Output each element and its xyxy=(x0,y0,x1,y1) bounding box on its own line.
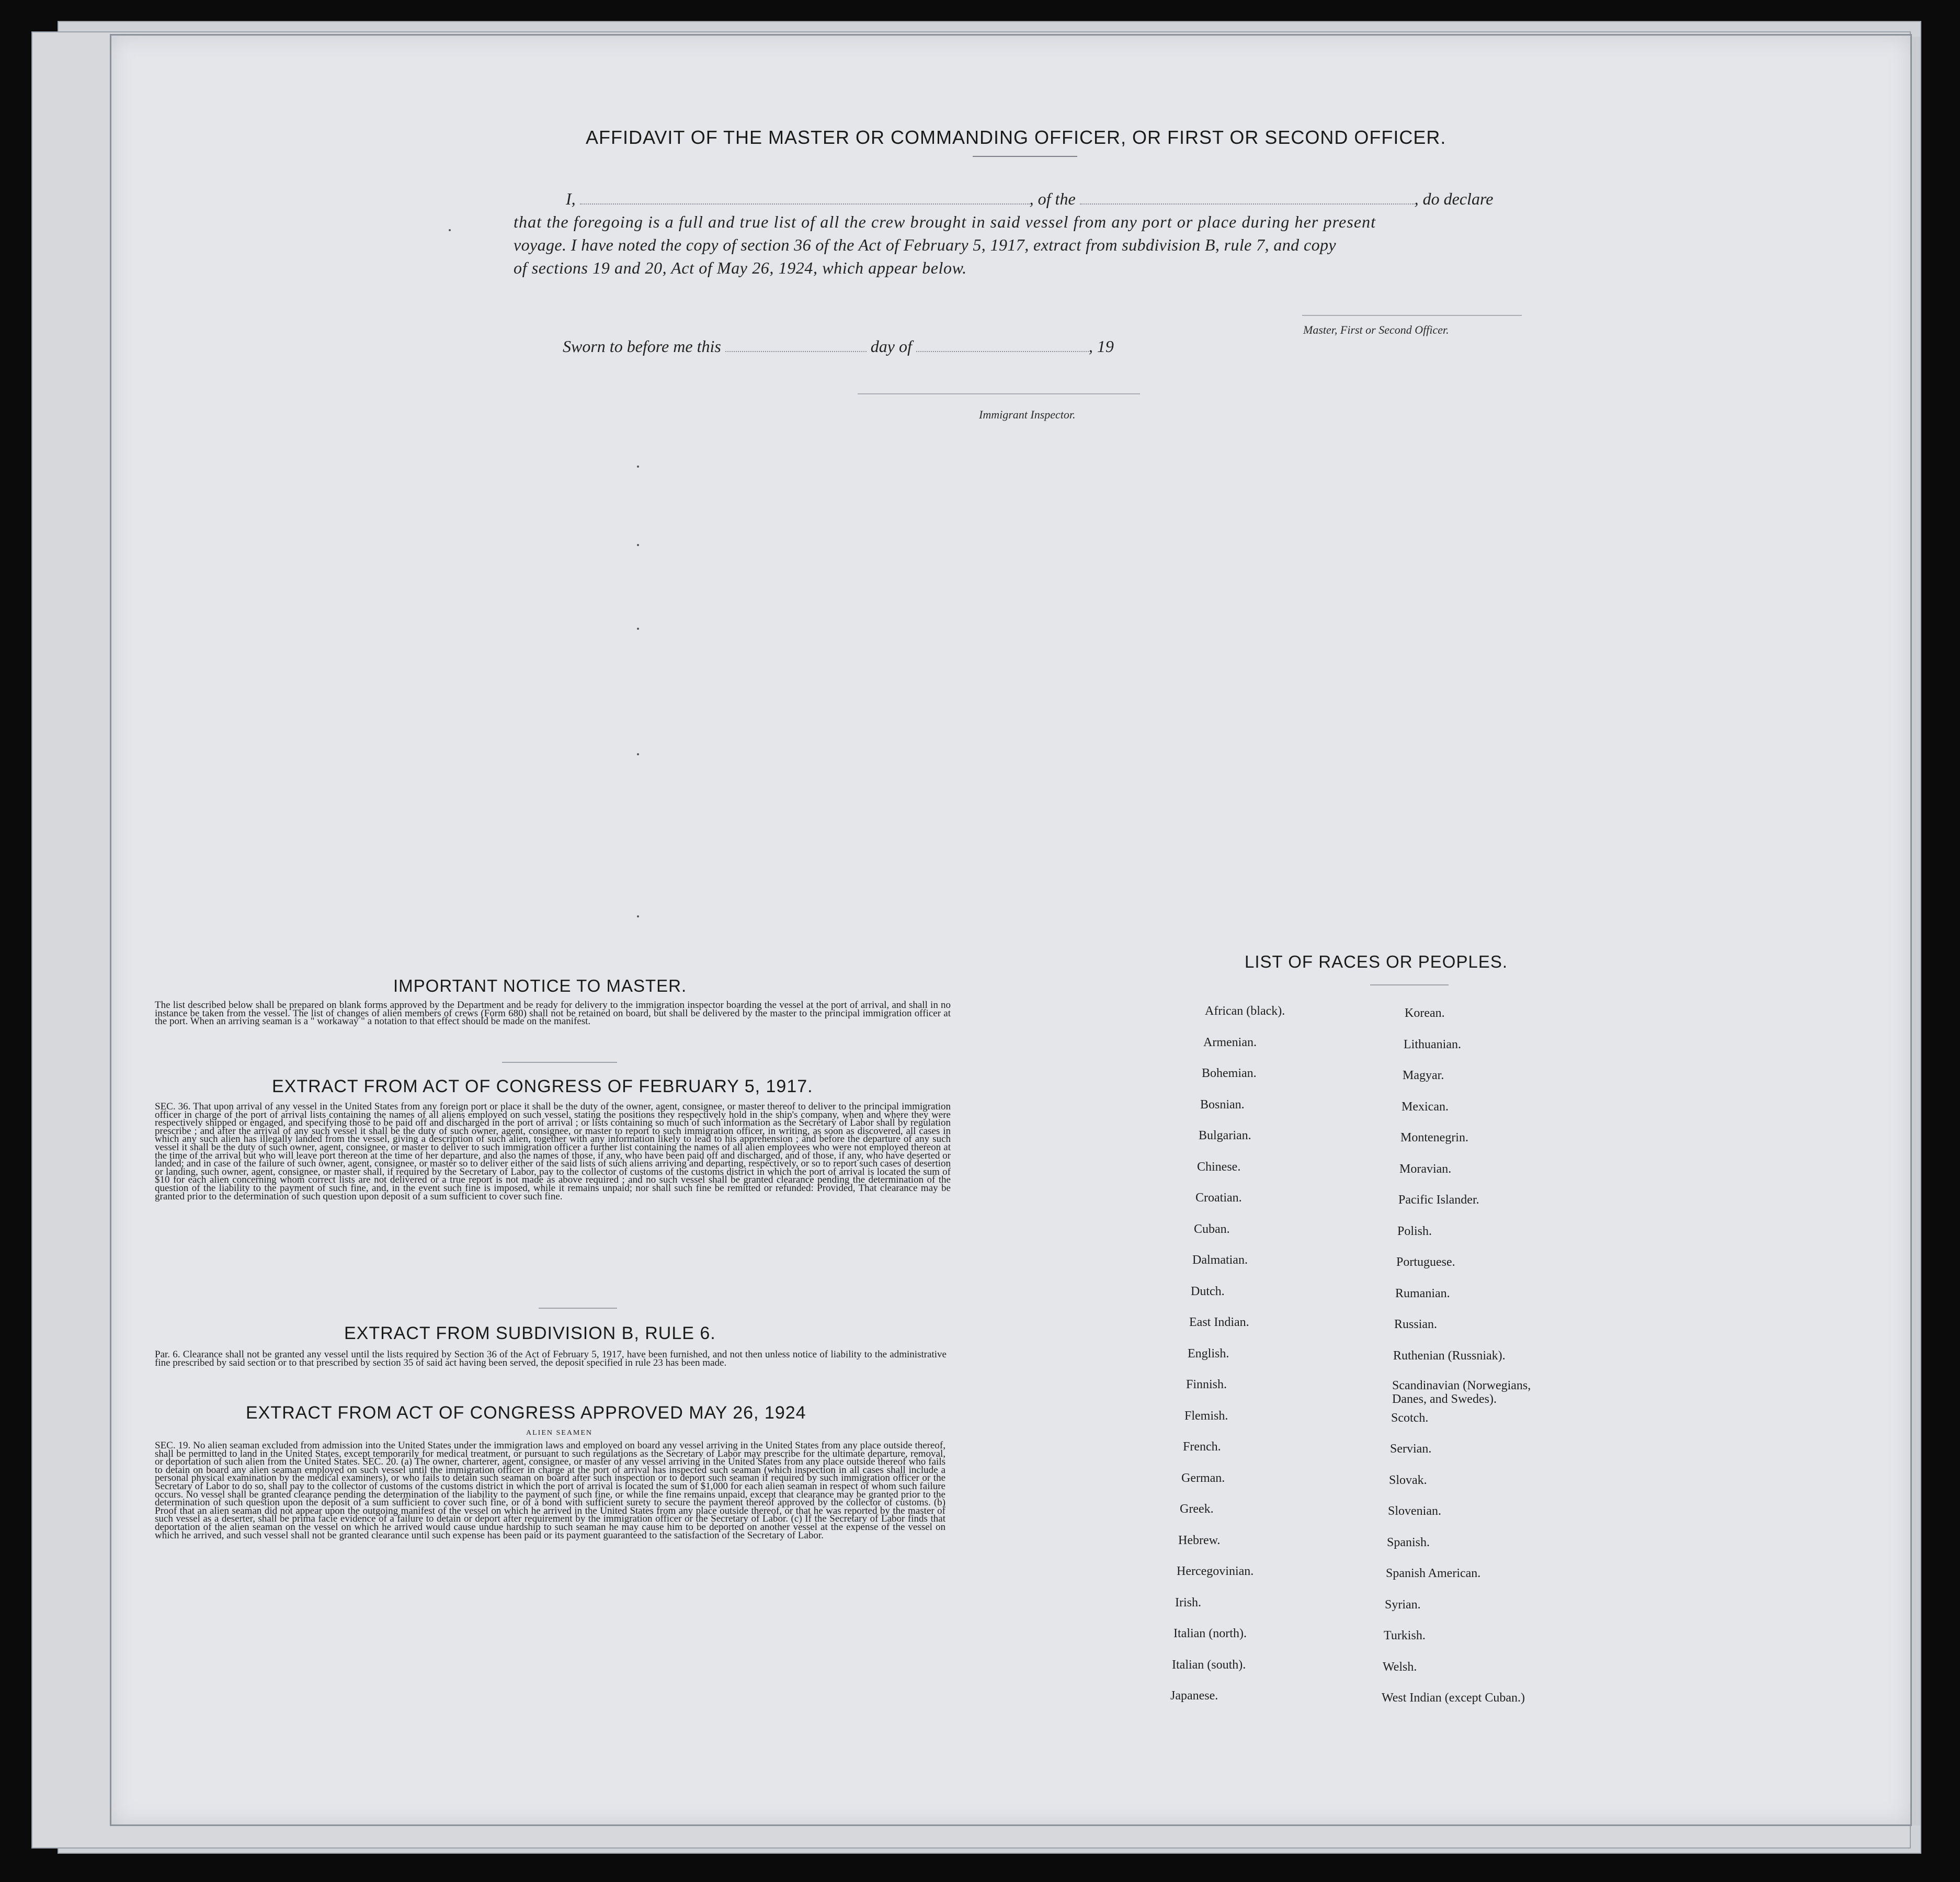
race-item: Rumanian. xyxy=(1395,1286,1450,1300)
race-item: German. xyxy=(1181,1471,1225,1485)
notice-heading: IMPORTANT NOTICE TO MASTER. xyxy=(393,976,687,995)
affidavit-i: I, xyxy=(566,189,576,208)
race-item: Chinese. xyxy=(1197,1160,1241,1174)
race-item: Spanish. xyxy=(1387,1535,1430,1549)
race-item: Italian (north). xyxy=(1173,1627,1247,1640)
race-item: Servian. xyxy=(1390,1442,1432,1456)
race-item: Finnish. xyxy=(1186,1378,1227,1391)
race-item: Syrian. xyxy=(1385,1597,1421,1612)
affidavit-title: AFFIDAVIT OF THE MASTER OR COMMANDING OFFICER, OR FIRST OR SECOND OFFICER. xyxy=(586,127,1446,148)
extract-1917-text: SEC. 36. That upon arrival of any vessel in the United States from any foreign port or place it shall be the duty of the owner, agent, consignee, or master thereof to deliver to the principal immigration officer in charge of the port of arrival lists containing the names of all aliens employed on such vessel, stating the positions they respectively hold in the ship's company, when and where they were respectively shipped or engaged, and specifying those to be paid off and discharged in the port of arrival ; or lists containing so much of such information as the Secretary of Labor shall by regulation prescribe ; and after the arrival of any such vessel it shall be the duty of such owner, agent, consignee, or master to report to such immigration officer, in writing, as soon as discovered, all cases in which any such alien has illegally landed from the vessel, giving a description of such alien, together with any information likely to lead to his apprehension ; and before the departure of any such vessel it shall be the duty of such owner, agent, consignee, or master to deliver to such immigration officer a further list containing the names of all alien employees who were not employed thereon at the time of the arrival but who will leave port thereon at the time of her departure, and also the names of those, if any, who have been paid off and discharged, and of those, if any, who have deserted or landed; and in case of the failure of such owner, agent, consignee, or master so to deliver either of the said lists of such aliens arriving and departing, respectively, or so to report such cases of desertion or landing, such owner, agent, consignee, or master shall, if required by the Secretary of Labor, pay to the collector of customs of the customs district in which the port of arrival is located the sum of $10 for each alien concerning whom correct lists are not delivered or a true report is not made as above required ; and no such vessel shall be granted clearance pending the determination of the question of the liability to the payment of such fine, and, in the event such fine is imposed, while it remains unpaid; nor shall such fine be remitted or refunded: Provided, That clearance may be granted prior to the determination of such question upon deposit of a sum sufficient to cover such fine. xyxy=(155,1101,951,1202)
race-item: Pacific Islander. xyxy=(1398,1193,1479,1207)
affidavit-line4: of sections 19 and 20, Act of May 26, 1924, which appear below. xyxy=(514,258,967,277)
race-item: Dalmatian. xyxy=(1192,1253,1248,1267)
race-item: African (black). xyxy=(1205,1004,1285,1018)
races-rule xyxy=(1370,984,1449,985)
race-item: Italian (south). xyxy=(1172,1658,1246,1672)
race-item: Japanese. xyxy=(1170,1689,1218,1703)
form-page xyxy=(110,34,1912,1826)
race-item: Portuguese. xyxy=(1396,1255,1455,1269)
stray-mark xyxy=(449,229,451,231)
race-item: Bohemian. xyxy=(1202,1067,1257,1080)
race-item: Polish. xyxy=(1397,1224,1432,1238)
race-item: Greek. xyxy=(1180,1502,1214,1516)
race-item: Croatian. xyxy=(1195,1191,1242,1205)
extract-1924-text: SEC. 19. No alien seaman excluded from admission into the United States under the immigration laws and employed on board any vessel arriving in the United States from any place outside thereof, shall be permitted to land in the United States, except temporarily for medical treatment, or pursuant to such regulations as the Secretary of Labor may prescribe for the ultimate departure, removal, or deportation of such alien from the United States. SEC. 20. (a) The owner, charterer, agent, consignee, or master of any vessel arriving in the United States from any place outside thereof who fails to detain on board any alien seaman employed on such vessel until the immigration officer in charge at the port of arrival has inspected such seaman (which inspection in all cases shall include a personal physical examination by the medical examiners), or who fails to detain such seaman on board after such inspection or to deport such seaman if required by such immigration officer or the Secretary of Labor to do so, shall pay to the collector of customs of the customs district in which the port of arrival is located the sum of $1,000 for each alien seaman in respect of whom such failure occurs. No vessel shall be granted clearance pending the determination of the liability to the payment of such fine, or while the fine remains unpaid, except that clearance may be granted prior to the determination of such question upon the deposit of a sum sufficient to cover such fine, or of a bond with sufficient surety to secure the payment thereof approved by the collector of customs. (b) Proof that an alien seaman did not appear upon the outgoing manifest of the vessel on which he arrived in the United States from any place outside thereof, or that he was reported by the master of such vessel as a deserter, shall be prima facie evidence of a failure to detain or deport after requirement by the immigration officer or the Secretary of Labor. (c) If the Secretary of Labor finds that deportation of the alien seaman on the vessel on which he arrived would cause undue hardship to such seaman he may cause him to be deported on another vessel at the expense of the vessel on which he arrived, and such vessel shall not be granted clearance until such expense has been paid or its payment guaranteed to the satisfaction of the Secretary of Labor. xyxy=(155,1440,945,1541)
race-item: Dutch. xyxy=(1191,1284,1225,1298)
extract-1924-heading: EXTRACT FROM ACT OF CONGRESS APPROVED MAY 26, 1924 xyxy=(246,1403,806,1423)
race-item: Scotch. xyxy=(1391,1411,1429,1425)
race-item: Slovenian. xyxy=(1388,1504,1441,1518)
extract-1917-heading: EXTRACT FROM ACT OF CONGRESS OF FEBRUARY 5, 1917. xyxy=(272,1076,813,1096)
race-item: Welsh. xyxy=(1383,1660,1417,1674)
sworn-text: Sworn to before me this xyxy=(563,337,721,356)
stray-mark xyxy=(637,544,639,546)
inspector-signature-line xyxy=(858,393,1140,394)
races-heading: LIST OF RACES OR PEOPLES. xyxy=(1245,952,1508,971)
master-signature-line xyxy=(1302,315,1522,316)
notice-text: The list described below shall be prepared on blank forms approved by the Department and be ready for delivery to the immigration inspector boarding the vessel at the port of arrival, and shall in no instance be taken from the vessel. The list of changes of alien members of crews (Form 680) shall not be retained on board, but shall be delivered by the master to the principal immigration officer at the port. When an arriving seaman is a " workaway " a notation to that effect should be made on the manifest. xyxy=(155,1000,951,1027)
race-item: East Indian. xyxy=(1189,1316,1249,1329)
affidavit-line3: voyage. I have noted the copy of section 36 of the Act of February 5, 1917, extract from subdivision B, rule 7, and copy xyxy=(514,235,1336,254)
race-item: Hebrew. xyxy=(1178,1533,1221,1547)
race-item: Moravian. xyxy=(1399,1162,1452,1176)
race-item: Montenegrin. xyxy=(1400,1131,1468,1144)
race-item: Armenian. xyxy=(1203,1035,1257,1049)
name-blank[interactable] xyxy=(580,203,1030,205)
race-item: Bosnian. xyxy=(1200,1097,1245,1112)
race-item: Scandinavian (Norwegians, Danes, and Swedes). xyxy=(1392,1379,1531,1406)
affidavit-declare: , do declare xyxy=(1414,189,1494,208)
day-of-text: day of xyxy=(870,337,912,356)
year-text: , 19 xyxy=(1088,337,1114,356)
stray-mark xyxy=(637,753,639,755)
race-item: Cuban. xyxy=(1194,1222,1230,1236)
race-item: Slovak. xyxy=(1389,1473,1427,1487)
race-item: Korean. xyxy=(1405,1006,1445,1020)
race-item: Turkish. xyxy=(1384,1629,1426,1642)
extract-1924-subheading: ALIEN SEAMEN xyxy=(526,1429,593,1437)
title-rule xyxy=(973,156,1077,157)
master-signature-label: Master, First or Second Officer. xyxy=(1303,323,1449,336)
race-item: Bulgarian. xyxy=(1199,1129,1251,1142)
race-item: Magyar. xyxy=(1403,1069,1444,1082)
race-item: Russian. xyxy=(1394,1318,1438,1331)
affidavit-line1 xyxy=(566,189,1493,209)
race-item: Hercegovinian. xyxy=(1177,1564,1254,1578)
race-item: Spanish American. xyxy=(1386,1567,1481,1580)
inspector-label: Immigrant Inspector. xyxy=(979,408,1076,421)
race-item: Flemish. xyxy=(1184,1409,1228,1423)
affidavit-of: , of the xyxy=(1029,189,1076,208)
race-item: English. xyxy=(1188,1346,1229,1361)
notice-rule xyxy=(502,1062,617,1063)
affidavit-line2: that the foregoing is a full and true list of all the crew brought in said vessel from any port or place during her present xyxy=(514,212,1376,231)
extract-1917-rule xyxy=(539,1308,617,1309)
sworn-day-blank[interactable] xyxy=(725,351,867,352)
vessel-blank[interactable] xyxy=(1080,203,1415,205)
race-item: Irish. xyxy=(1175,1595,1201,1609)
stray-mark xyxy=(637,915,639,917)
stray-mark xyxy=(637,466,639,468)
race-item: Ruthenian (Russniak). xyxy=(1393,1348,1506,1363)
race-item: West Indian (except Cuban.) xyxy=(1382,1691,1525,1705)
race-item: Lithuanian. xyxy=(1404,1037,1461,1051)
rule6-heading: EXTRACT FROM SUBDIVISION B, RULE 6. xyxy=(344,1323,716,1343)
sworn-line xyxy=(563,337,1114,356)
race-item: French. xyxy=(1183,1440,1221,1454)
stray-mark xyxy=(637,628,639,630)
rule6-text: Par. 6. Clearance shall not be granted any vessel until the lists required by Section 36 of the Act of February 5, 1917, have been furnished, and not then unless notice of liability to the administrative fine prescribed by said section or to that prescribed by section 35 of said act having been served, the deposit specified in rule 23 has been made. xyxy=(155,1349,947,1368)
race-item: Mexican. xyxy=(1401,1099,1449,1114)
sworn-month-blank[interactable] xyxy=(916,351,1089,352)
